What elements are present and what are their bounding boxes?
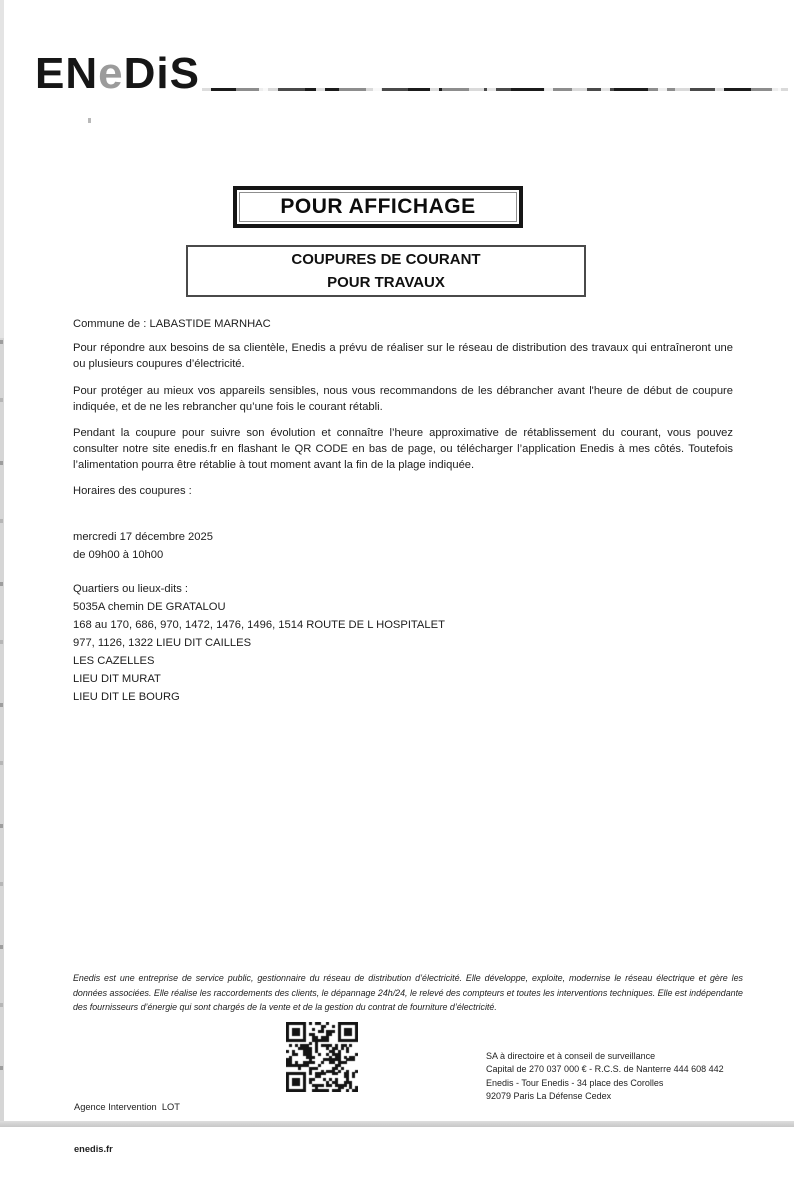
quartier-item: 168 au 170, 686, 970, 1472, 1476, 1496, 1514 ROUTE DE L HOSPITALET — [73, 619, 445, 631]
logo-accent-letter: e — [98, 49, 124, 98]
company-info-block — [486, 1050, 724, 1104]
company-line: 92079 Paris La Défense Cedex — [486, 1091, 612, 1102]
company-line: Capital de 270 037 000 € - R.C.S. de Nanterre 444 608 442 — [486, 1064, 724, 1075]
quartiers-label: Quartiers ou lieux-dits : — [73, 583, 189, 595]
coupures-notice-box — [186, 245, 586, 297]
notice-line-2: POUR TRAVAUX — [327, 274, 445, 291]
schedule-date: mercredi 17 décembre 2025 — [73, 531, 213, 543]
paragraph-advice: Pour protéger au mieux vos appareils sensibles, nous vous recommandons de les débrancher avant l'heure de début de coupure indiquée, et de ne les rebrancher qu’une fois le courant rétabli. — [73, 385, 733, 413]
legal-text: Enedis est une entreprise de service public, gestionnaire du réseau de distribution d’électricité. Elle développe, exploite, modernise le réseau électrique et gère les données associées. Elle réalise les raccordements des clients, le dépannage 24h/24, le relevé des compteurs et toutes les interventions techniques. Elle est indépendante des fournisseurs d’énergie qui sont chargés de la vente et de la gestion du contrat de fourniture d’électricité. — [73, 972, 743, 1013]
schedule-time: de 09h00 à 10h00 — [73, 549, 164, 561]
quartier-item: 977, 1126, 1322 LIEU DIT CAILLES — [73, 637, 252, 649]
paragraph-intro: Pour répondre aux besoins de sa clientèle, Enedis a prévu de réaliser sur le réseau de distribution des travaux qui entraîneront une ou plusieurs coupures d’électricité. — [73, 342, 733, 370]
schedule-block — [73, 528, 733, 564]
quartier-item: 5035A chemin DE GRATALOU — [73, 601, 226, 613]
qr-code — [286, 1022, 358, 1092]
notice-line-1: COUPURES DE COURANT — [291, 251, 481, 268]
banner-title: POUR AFFICHAGE — [239, 192, 517, 222]
scan-speck — [88, 118, 91, 123]
horaires-label: Horaires des coupures : — [73, 485, 192, 497]
quartier-item: LIEU DIT LE BOURG — [73, 691, 180, 703]
scan-artifact-left-edge — [0, 0, 4, 1127]
paragraph-qrcode: Pendant la coupure pour suivre son évolution et connaître l’heure approximative de rétablissement du courant, vous pouvez consulter notre site enedis.fr en flashant le QR CODE en bas de page, ou télécharger l’application Enedis à mes côtés. Toutefois l’alimentation pourra être rétablie à tout moment avant la fin de la plage indiquée. — [73, 427, 733, 471]
agency-name: Agence Intervention LOT — [74, 1102, 180, 1112]
commune-line: Commune de : LABASTIDE MARNHAC — [73, 318, 271, 330]
agency-block — [74, 1072, 180, 1184]
quartier-item: LIEU DIT MURAT — [73, 673, 161, 685]
quartiers-block — [73, 580, 733, 706]
letter-body — [73, 310, 733, 706]
logo-text-end: DiS — [123, 49, 200, 98]
company-line: Enedis - Tour Enedis - 34 place des Corolles — [486, 1077, 664, 1088]
agency-website: enedis.fr — [74, 1144, 113, 1154]
company-line: SA à directoire et à conseil de surveillance — [486, 1051, 656, 1061]
quartier-item: LES CAZELLES — [73, 655, 155, 667]
header-dashed-line — [202, 88, 788, 91]
pour-affichage-banner — [233, 186, 523, 228]
enedis-logo — [35, 48, 200, 100]
logo-text-start: EN — [35, 49, 99, 98]
